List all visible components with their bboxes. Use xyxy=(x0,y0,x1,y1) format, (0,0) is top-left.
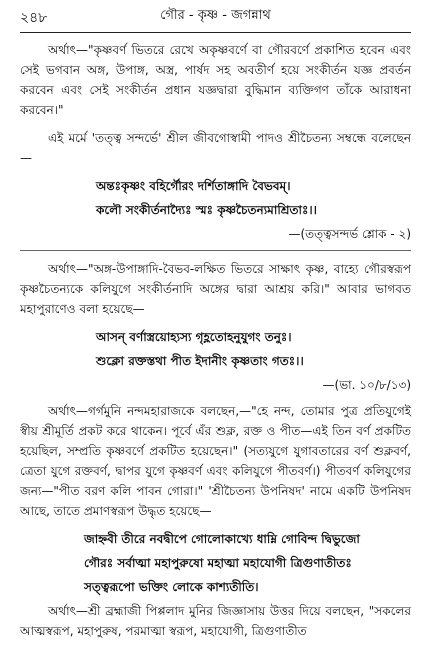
header-rule xyxy=(20,32,411,33)
running-title: গৌর - কৃষ্ণ - জগন্নাথ xyxy=(160,8,271,23)
section-divider xyxy=(20,250,411,251)
page-body xyxy=(20,40,411,649)
verse-source: —(তত্ত্বসন্দর্ভ শ্লোক - ২) xyxy=(288,227,411,241)
sanskrit-verse xyxy=(20,327,411,371)
verse-source: —(ভা. ১০/৮/১৩) xyxy=(322,378,411,392)
verse-line: জাহ্নবী তীরে নবদ্বীপে গোলোকাখ্যে ধাম্নি গোবিন্দ দ্বিভুজো xyxy=(84,532,360,546)
page-number: ২৪৮ xyxy=(20,10,48,26)
verse-line: শুক্লো রক্তস্তথা পীত ইদানীং কৃষ্ণতাং গতঃ।। xyxy=(96,354,304,368)
paragraph: অর্থাৎ—শ্রী ব্রহ্মাজী পিপ্পলাদ মুনির জিজ্ঞাসায় উত্তর দিয়ে বলছেন, "সকলের আত্মস্বরূপ, মহাপুরুষ, পরমাত্মা স্বরূপ, মহাযোগী, ত্রিগুণাতীত xyxy=(20,604,411,638)
verse-line: সত্ত্বরূপো ভক্তিং লোকে কাশ্যতীতি। xyxy=(84,580,259,594)
verse-line: কলৌ সংকীর্তনাদ্যৈঃ স্মঃ কৃষ্ণচৈতন্যমাশ্রিতাঃ।। xyxy=(96,203,317,217)
sanskrit-verse xyxy=(20,529,411,597)
paragraph: অর্থাৎ—গর্গমুনি নন্দমহারাজকে বলছেন,—"হে নন্দ, তোমার পুত্র প্রতিযুগেই স্বীয় শ্রীমূর্তি প্রকট করে থাকেন। পূর্বে এঁর শুক্ল, রক্ত ও পীত—এই তিন বর্ণ প্রকটিত হয়েছিল, সম্প্রতি কৃষ্ণবর্ণে প্রকটিত হয়েছেন।" (সত্যযুগে যুগাবতারের বর্ণ শুক্লবর্ণ, ত্রেতা যুগে রক্তবর্ণ, দ্বাপর যুগে কৃষ্ণবর্ণ এবং কলিযুগে পীতবর্ণ।) পীতবর্ণ কলিযুগের জন্য—"পীত বরণ কলি পাবন গোরা।" 'শ্রীচৈতন্য উপনিষদ' নামে একটি উপনিষদ আছে, তাতে প্রমাণস্বরূপ উদ্ধৃত হয়েছে— xyxy=(20,404,411,518)
paragraph: অর্থাৎ—"অঙ্গ-উপাঙ্গাদি-বৈভব-লক্ষিত ভিতরে সাক্ষাৎ কৃষ্ণ, বাহ্যে গৌরস্বরূপ কৃষ্ণচৈতন্যকে কলিযুগে সংকীর্তনাদি অঙ্গের দ্বারা আশ্রয় করি।" আবার ভাগবত মহাপুরাণেও বলা হয়েছে— xyxy=(20,262,411,316)
paragraph: এই মর্মে 'তত্ত্ব সন্দর্ভে' শ্রীল জীবগোস্বামী পাদও শ্রীচৈতন্য সম্বন্ধে বলেছেন— xyxy=(20,131,411,165)
verse-line: গৌরঃ সর্বাত্মা মহাপুরুষো মহাত্মা মহাযোগী ত্রিগুণাতীতঃ xyxy=(84,556,352,570)
sanskrit-verse xyxy=(20,176,411,220)
verse-line: অন্তঃকৃষ্ণং বহির্গৌরং দর্শিতাঙ্গাদি বৈভবম্। xyxy=(96,179,291,193)
verse-line: আসন্ বর্ণাস্ত্রয়োহ্যস্য গৃহ্ণতোহনুযুগং তনুঃ। xyxy=(96,330,292,344)
page-header xyxy=(20,4,411,26)
paragraph: অর্থাৎ—"কৃষ্ণবর্ণ ভিতরে রেখে অকৃষ্ণবর্ণে বা গৌরবর্ণে প্রকাশিত হবেন এবং সেই ভগবান অঙ্গ, উপাঙ্গ, অস্ত্র, পার্ষদ সহ অবতীর্ণ হয়ে সংকীর্তন যজ্ঞ প্রবর্তন করবেন এবং সেই সংকীর্তন প্রধান যজ্ঞদ্বারা বুদ্ধিমান ব্যক্তিগণ তাঁকে আরাধনা করবেন।" xyxy=(20,43,411,117)
